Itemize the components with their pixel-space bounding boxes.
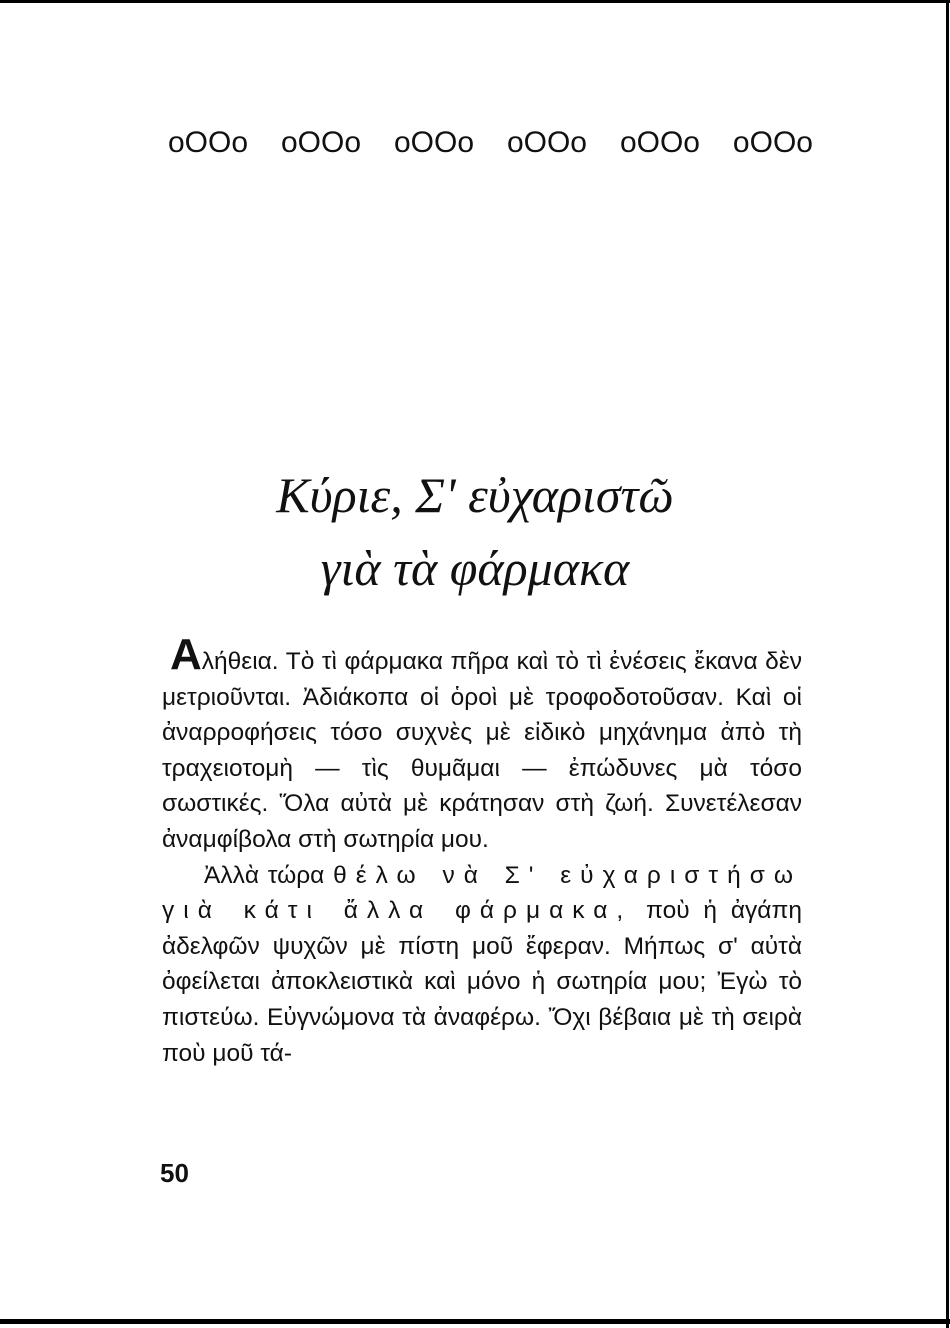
- scan-edge-top: [0, 0, 950, 3]
- scan-edge-right: [946, 0, 949, 1328]
- ornament: oOOo: [280, 126, 362, 159]
- drop-cap: Α: [170, 630, 202, 679]
- paragraph-2-spaced-text: θέλω νὰ Σ' εὐχαριστήσω γιὰ κάτι ἄλλα φάρμακα,: [162, 861, 802, 925]
- chapter-title-line-1: Κύριε, Σ' εὐχαριστῶ: [276, 467, 674, 523]
- chapter-title-line-2: γιὰ τὰ φάρμακα: [320, 540, 630, 596]
- ornament: oOOo: [732, 126, 813, 159]
- page-number: 50: [160, 1158, 189, 1188]
- ornament: oOOo: [506, 126, 587, 159]
- ornament: oOOo: [619, 126, 700, 159]
- ornament: oOOo: [393, 126, 475, 159]
- paragraph-2-text: ποὺ ἡ ἀγάπη ἀδελφῶν ψυχῶν μὲ πίστη μοῦ ἔφεραν. Μήπως σ' αὐτὰ ὀφείλεται ἀποκλειστικὰ καὶ μόνο ἡ σωτηρία μου; Ἐγὼ τὸ πιστεύω. Εὐγνώμονα τὰ ἀναφέρω. Ὄχι βέβαια μὲ τὴ σειρὰ ποὺ μοῦ τά-: [162, 897, 802, 1067]
- paragraph-2: [162, 858, 802, 1072]
- paragraph-2-lead: Ἀλλὰ τώρα: [204, 861, 325, 889]
- body-text: [162, 630, 802, 1071]
- ornament: oOOo: [168, 126, 249, 159]
- paragraph-1: [162, 630, 802, 858]
- scan-edge-bottom: [0, 1319, 950, 1324]
- paragraph-1-text: λήθεια. Τὸ τὶ φάρμακα πῆρα καὶ τὸ τὶ ἐνέσεις ἔκανα δὲν μετριοῦνται. Ἀδιάκοπα οἱ ὁροὶ μὲ τροφοδοτοῦσαν. Καὶ οἱ ἀναρροφήσεις τόσο συχνὲς μὲ εἰδικὸ μηχάνημα ἀπὸ τὴ τραχειοτομὴ — τὶς θυμᾶμαι — ἐπώδυνες μὰ τόσο σωστικές. Ὅλα αὐτὰ μὲ κράτησαν στὴ ζωή. Συνετέλεσαν ἀναμφίβολα στὴ σωτηρία μου.: [162, 648, 802, 853]
- ornament-divider: [168, 126, 813, 160]
